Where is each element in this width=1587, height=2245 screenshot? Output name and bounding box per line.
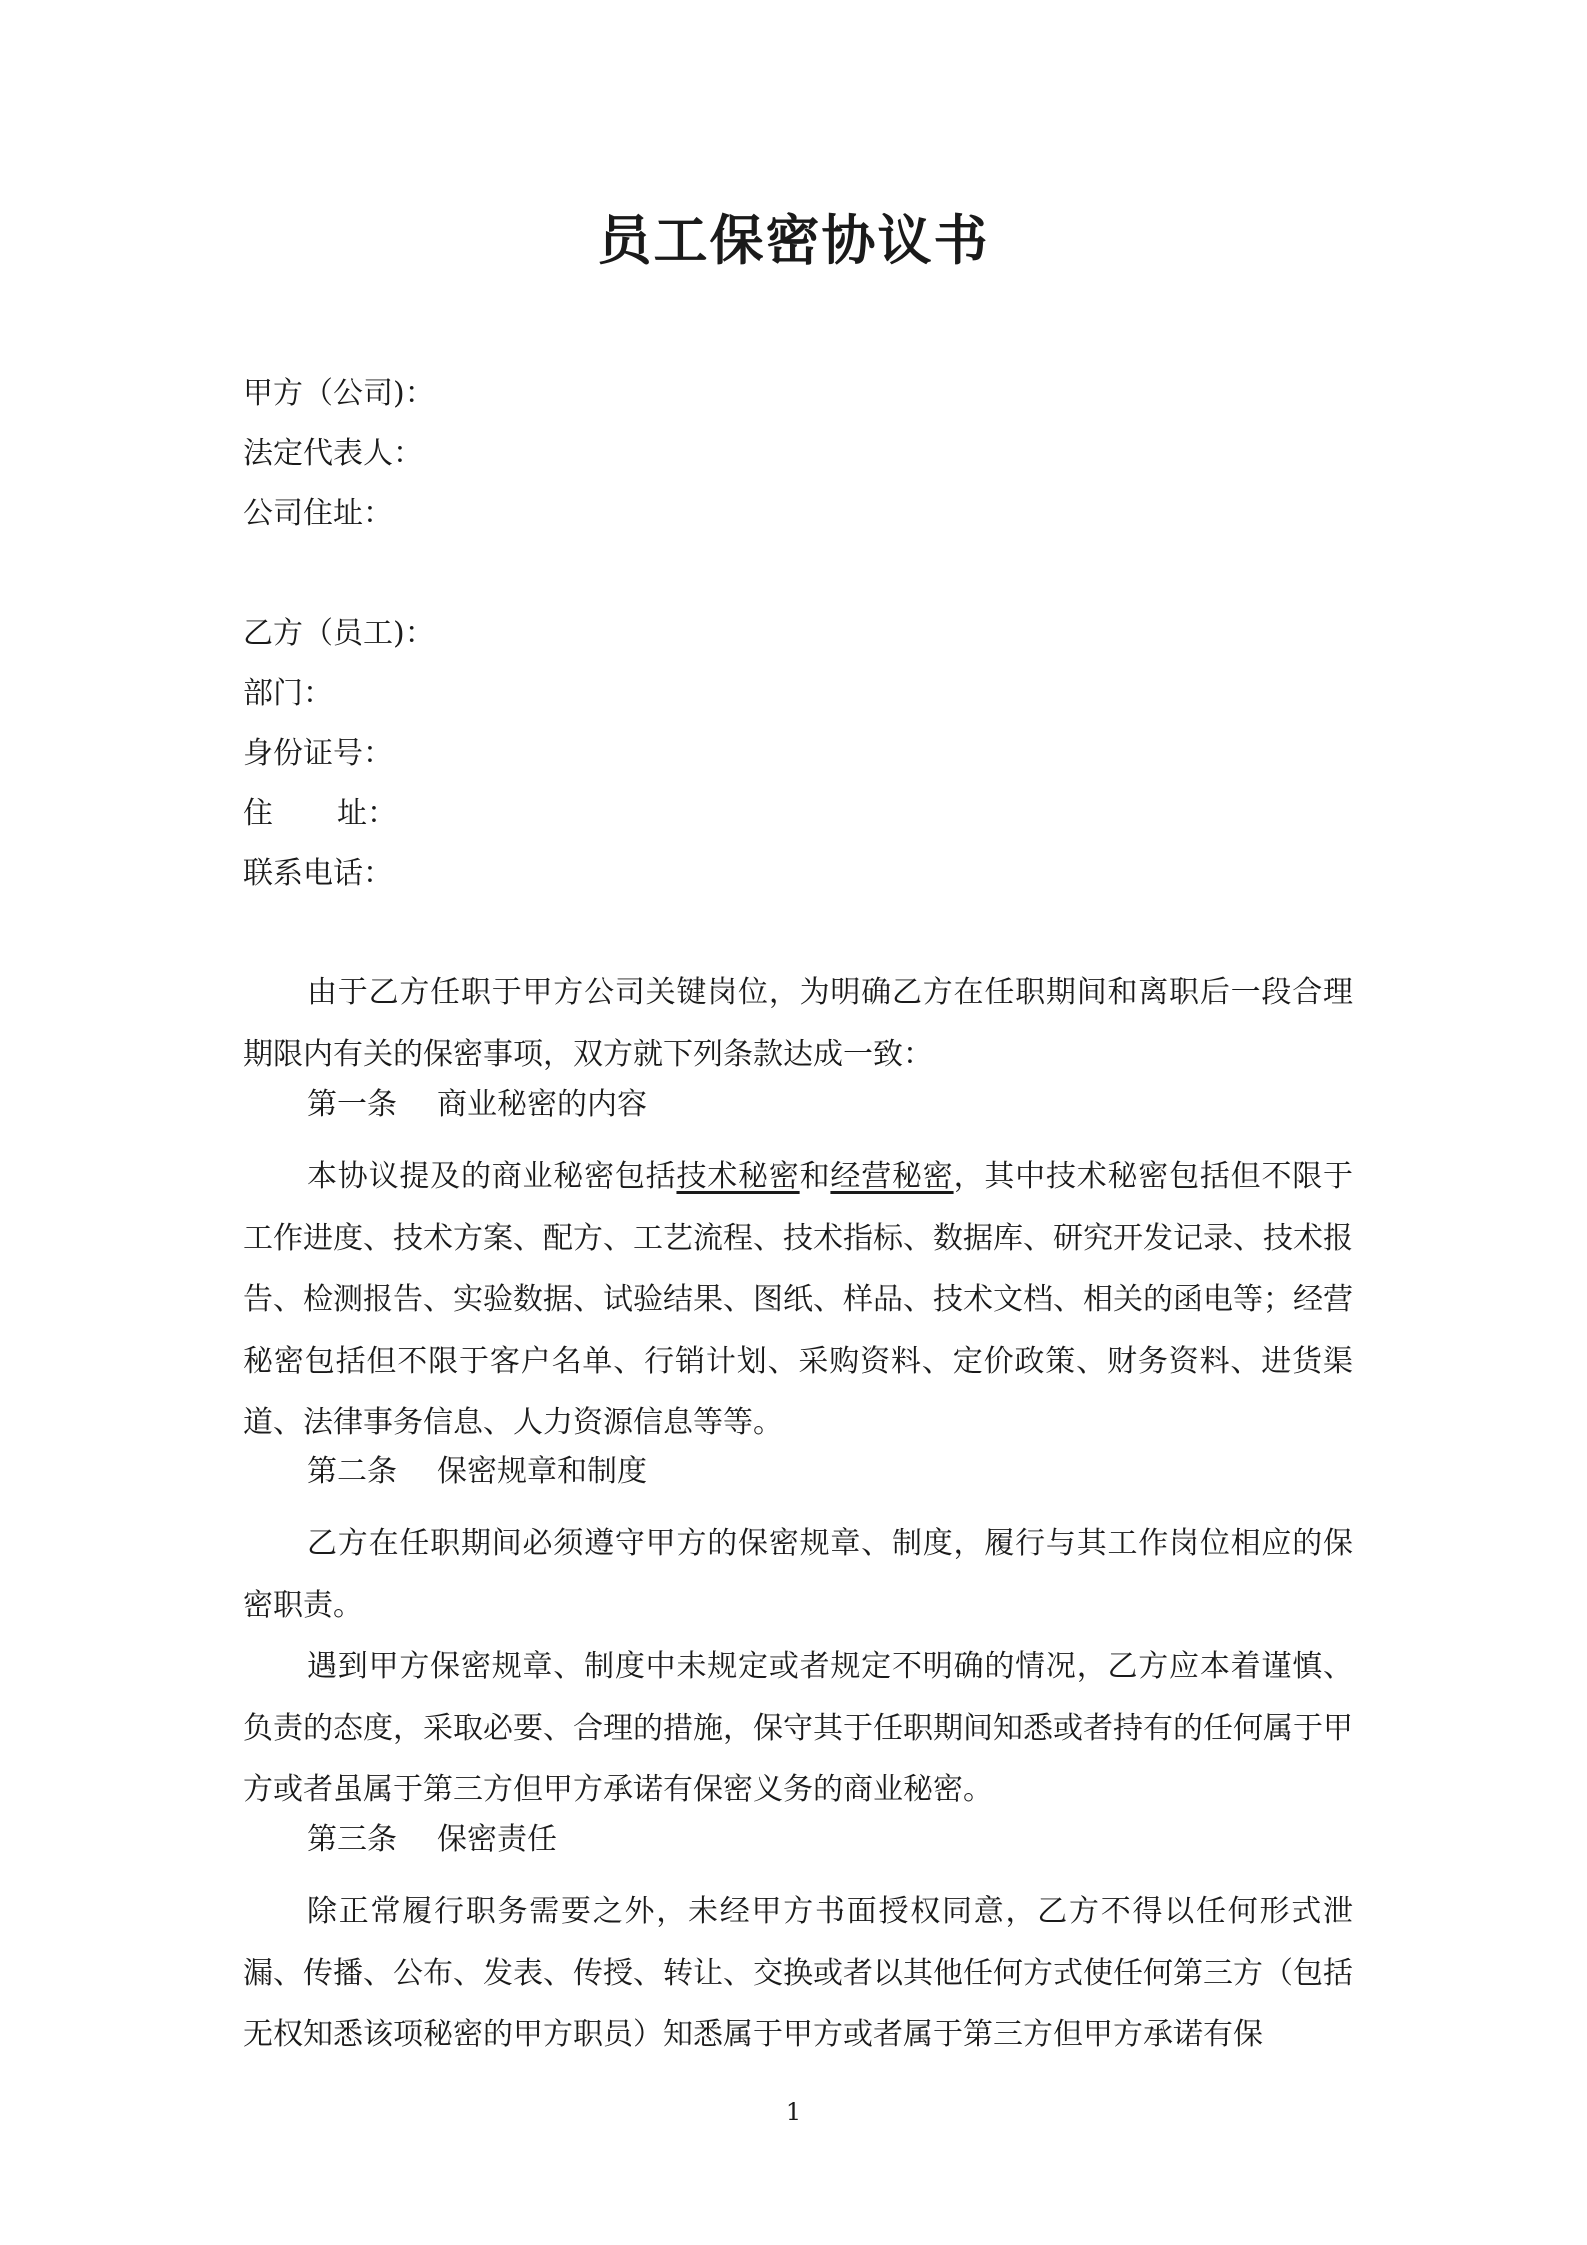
party-b-department-label: 部门： bbox=[243, 676, 333, 711]
article-1-text-a: 本协议提及的商业秘密包括 bbox=[307, 1159, 677, 1194]
document-title: 员工保密协议书 bbox=[597, 209, 990, 272]
business-secret-term: 经营秘密 bbox=[830, 1159, 954, 1194]
article-2-paragraph-1: 乙方在任职期间必须遵守甲方的保密规章、制度，履行与其工作岗位相应的保密职责。 bbox=[243, 1526, 1353, 1623]
party-a-representative-label: 法定代表人： bbox=[243, 436, 423, 471]
article-1-title: 商业秘密的内容 bbox=[437, 1087, 647, 1122]
article-3-number: 第三条 bbox=[307, 1822, 397, 1857]
article-2-number: 第二条 bbox=[307, 1454, 397, 1489]
article-2-title: 保密规章和制度 bbox=[437, 1454, 647, 1489]
party-b-address-label bbox=[243, 794, 397, 834]
article-3-title: 保密责任 bbox=[437, 1822, 557, 1857]
article-2-heading bbox=[307, 1452, 647, 1492]
party-b-id-number-label: 身份证号： bbox=[243, 736, 393, 771]
article-1-text-c: ，其中技术秘密包括但不限于工作进度、技术方案、配方、工艺流程、技术指标、数据库、研究开发记录、技术报告、检测报告、实验数据、试验结果、图纸、样品、技术文档、相关的函电等；经营秘密包括但不限于客户名单、行销计划、采购资料、定价政策、财务资料、进货渠道、法律事务信息、人力资源信息等等。 bbox=[243, 1159, 1354, 1440]
intro-paragraph: 由于乙方任职于甲方公司关键岗位，为明确乙方在任职期间和离职后一段合理期限内有关的保密事项，双方就下列条款达成一致： bbox=[243, 975, 1353, 1072]
party-b-phone-label: 联系电话： bbox=[243, 856, 393, 891]
technical-secret-term: 技术秘密 bbox=[676, 1159, 800, 1194]
article-3-heading bbox=[307, 1820, 557, 1860]
article-2-paragraph-2: 遇到甲方保密规章、制度中未规定或者规定不明确的情况，乙方应本着谨慎、负责的态度，采取必要、合理的措施，保守其于任职期间知悉或者持有的任何属于甲方或者虽属于第三方但甲方承诺有保密义务的商业秘密。 bbox=[243, 1649, 1353, 1807]
address-char-1: 住 bbox=[243, 796, 273, 831]
article-1-heading bbox=[307, 1085, 647, 1125]
party-a-company-label: 甲方（公司)： bbox=[243, 376, 435, 411]
article-1-text-b: 和 bbox=[799, 1159, 831, 1194]
article-1-number: 第一条 bbox=[307, 1087, 397, 1122]
address-char-2: 址： bbox=[337, 796, 397, 831]
party-a-address-label: 公司住址： bbox=[243, 496, 393, 531]
article-3-paragraph-1: 除正常履行职务需要之外，未经甲方书面授权同意，乙方不得以任何形式泄漏、传播、公布、发表、传授、转让、交换或者以其他任何方式使任何第三方（包括无权知悉该项秘密的甲方职员）知悉属于甲方或者属于第三方但甲方承诺有保 bbox=[243, 1894, 1353, 2052]
page-number: 1 bbox=[785, 2098, 802, 2126]
article-1-paragraph bbox=[243, 1146, 1353, 1454]
party-b-employee-label: 乙方（员工)： bbox=[243, 616, 435, 651]
